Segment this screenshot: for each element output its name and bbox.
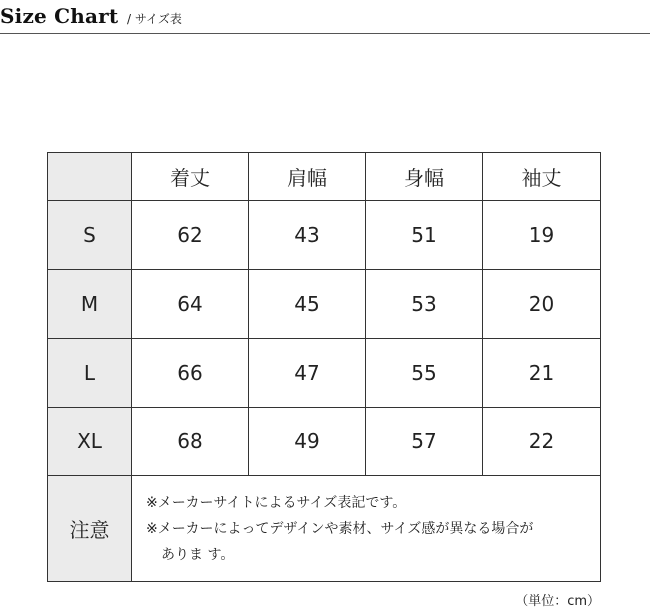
table-cell: 57 [366, 407, 483, 476]
page-subtitle: / サイズ表 [127, 12, 182, 26]
table-cell: 43 [249, 200, 366, 269]
table-cell: 47 [249, 338, 366, 407]
table-cell: 55 [366, 338, 483, 407]
table-row [48, 407, 601, 476]
table-cell: 66 [132, 338, 249, 407]
table-cell: 64 [132, 269, 249, 338]
size-label: L [48, 338, 132, 407]
table-cell: 62 [132, 200, 249, 269]
size-label: S [48, 200, 132, 269]
table-cell: 21 [483, 338, 601, 407]
header-divider [0, 33, 650, 34]
page-header [0, 0, 650, 34]
table-cell: 19 [483, 200, 601, 269]
page-title: Size Chart [0, 4, 119, 28]
table-row [48, 269, 601, 338]
note-line: ※メーカーサイトによるサイズ表記です。 [146, 494, 407, 511]
unit-note: （単位：cm） [515, 594, 600, 609]
table-header-row [48, 153, 601, 201]
table-cell: 49 [249, 407, 366, 476]
table-row [48, 200, 601, 269]
table-cell: 45 [249, 269, 366, 338]
notes-cell [132, 476, 601, 582]
size-label: M [48, 269, 132, 338]
size-label: XL [48, 407, 132, 476]
table-cell: 22 [483, 407, 601, 476]
table-cell: 68 [132, 407, 249, 476]
table-cell: 53 [366, 269, 483, 338]
notes-label: 注意 [48, 476, 132, 582]
column-header: 袖丈 [483, 153, 601, 201]
notes-row [48, 476, 601, 582]
table-cell: 20 [483, 269, 601, 338]
column-header: 肩幅 [249, 153, 366, 201]
table-row [48, 338, 601, 407]
note-line: ありま す。 [161, 546, 235, 563]
size-chart-table [47, 152, 601, 582]
corner-cell [48, 153, 132, 201]
column-header: 着丈 [132, 153, 249, 201]
note-line: ※メーカーによってデザインや素材、サイズ感が異なる場合が [146, 520, 534, 537]
table-cell: 51 [366, 200, 483, 269]
column-header: 身幅 [366, 153, 483, 201]
